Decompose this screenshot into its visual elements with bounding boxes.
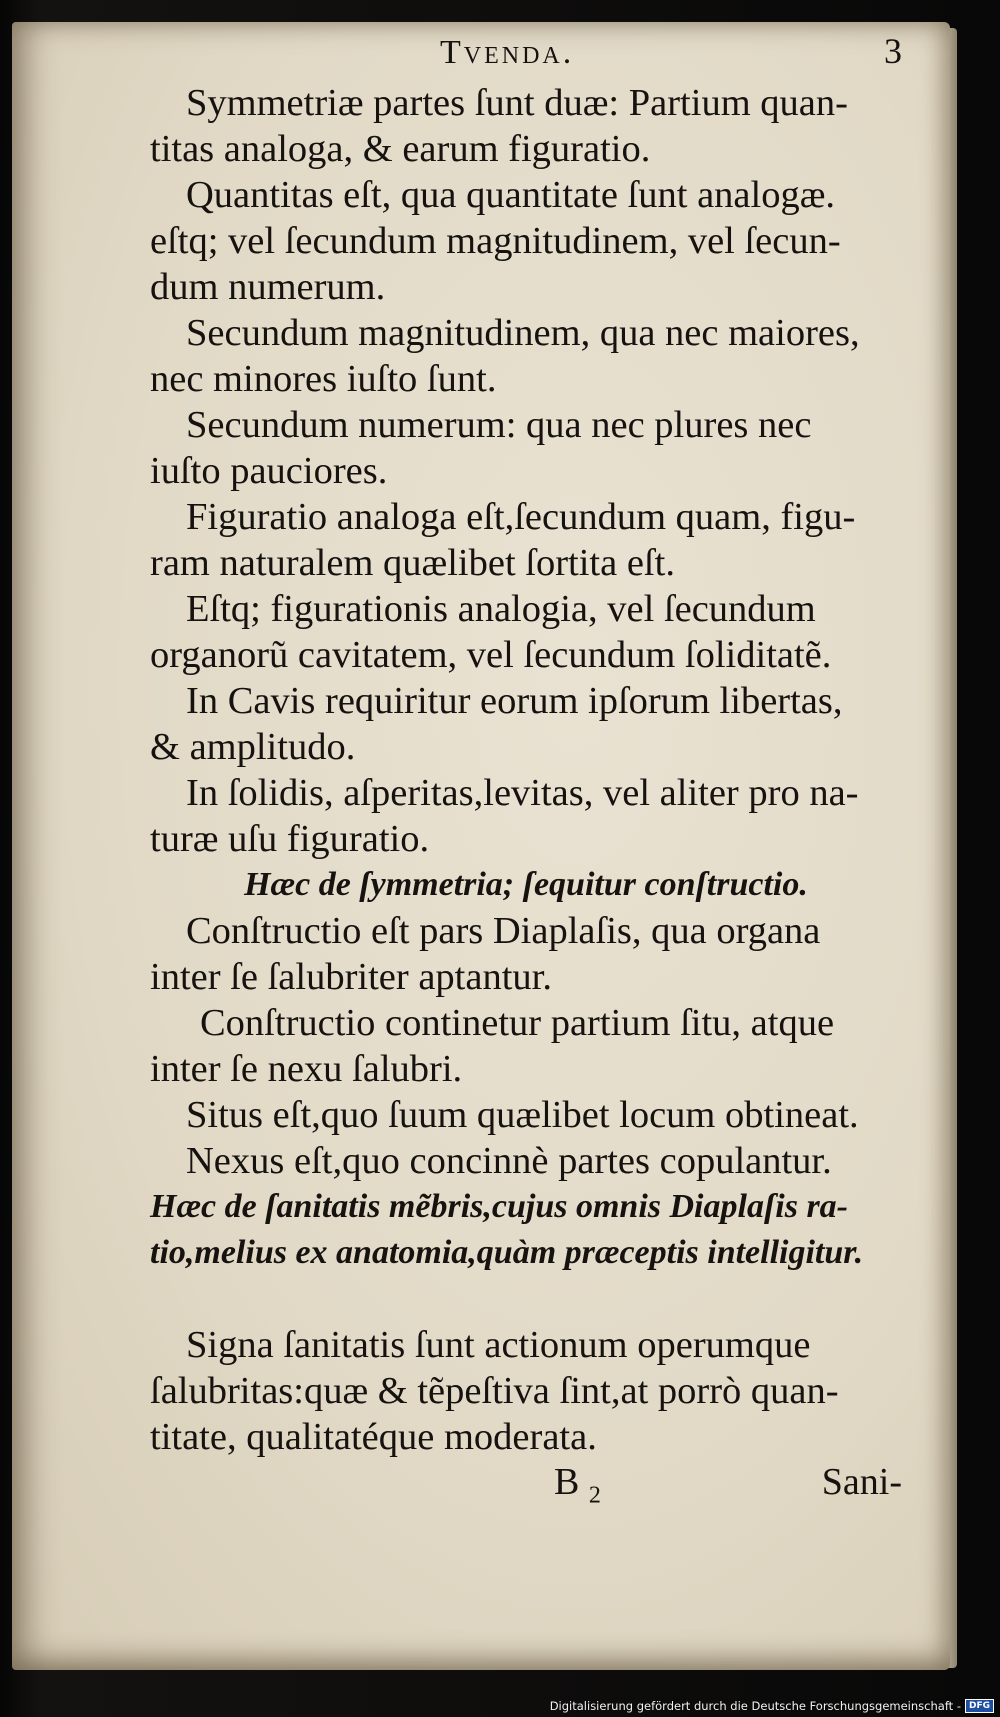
page-number: 3 bbox=[884, 31, 902, 71]
signature-number: 2 bbox=[588, 1482, 601, 1509]
catchword: Sani- bbox=[821, 1461, 902, 1503]
text-line: organorũ cavitatem, vel ſecundum ſoliditatẽ. bbox=[150, 634, 832, 676]
section-note: Hæc de ſanitatis mẽbris,cujus omnis Diaplaſis ra- bbox=[150, 1188, 848, 1225]
text-line: Secundum numerum: qua nec plures nec bbox=[186, 404, 812, 446]
text-line: In ſolidis, aſperitas,levitas, vel aliter pro na- bbox=[186, 772, 859, 814]
text-line: dum numerum. bbox=[150, 266, 386, 308]
dfg-logo: DFG bbox=[965, 1699, 994, 1713]
credit-text: Digitalisierung gefördert durch die Deutsche Forschungsgemeinschaft - bbox=[549, 1699, 961, 1713]
text-line: Signa ſanitatis ſunt actionum operumque bbox=[186, 1324, 811, 1366]
text-line: Conſtructio eſt pars Diaplaſis, qua organa bbox=[186, 910, 821, 952]
text-line: nec minores iuſto ſunt. bbox=[150, 358, 497, 400]
text-line: Quantitas eſt, qua quantitate ſunt analogæ. bbox=[186, 174, 835, 216]
text-line: Symmetriæ partes ſunt duæ: Partium quan- bbox=[186, 82, 848, 124]
text-line: Figuratio analoga eſt,ſecundum quam, figu- bbox=[186, 496, 856, 538]
page-text-block bbox=[150, 30, 902, 1510]
text-line: Situs eſt,quo ſuum quælibet locum obtineat. bbox=[186, 1094, 859, 1136]
text-line: Eſtq; figurationis analogia, vel ſecundum bbox=[186, 588, 816, 630]
text-line: titas analoga, & earum figuratio. bbox=[150, 128, 651, 170]
text-line: & amplitudo. bbox=[150, 726, 356, 768]
section-note: tio,melius ex anatomia,quàm præceptis intelligitur. bbox=[150, 1234, 864, 1271]
text-line: inter ſe nexu ſalubri. bbox=[150, 1048, 463, 1090]
text-line: inter ſe ſalubriter aptantur. bbox=[150, 956, 552, 998]
signature-mark bbox=[554, 1460, 601, 1510]
text-line: Nexus eſt,quo concinnè partes copulantur. bbox=[186, 1140, 832, 1182]
text-line: Conſtructio continetur partium ſitu, atque bbox=[200, 1002, 835, 1044]
running-head-title: Tvenda. bbox=[440, 34, 575, 71]
text-line: ſalubritas:quæ & tẽpeſtiva ſint,at porrò quan- bbox=[150, 1370, 839, 1412]
text-line: Secundum magnitudinem, qua nec maiores, bbox=[186, 312, 860, 354]
text-line: turæ uſu figuratio. bbox=[150, 818, 430, 860]
text-line: titate, qualitatéque moderata. bbox=[150, 1416, 597, 1458]
running-head bbox=[440, 30, 902, 80]
paragraph-gap bbox=[150, 1276, 902, 1322]
signature-letter: B bbox=[554, 1461, 580, 1503]
text-line: In Cavis requiritur eorum ipſorum libertas, bbox=[186, 680, 843, 722]
text-line: ram naturalem quælibet ſortita eſt. bbox=[150, 542, 675, 584]
digitization-credit bbox=[550, 1699, 994, 1713]
text-line: eſtq; vel ſecundum magnitudinem, vel ſecun- bbox=[150, 220, 841, 262]
page-footer bbox=[150, 1460, 902, 1510]
text-line: iuſto pauciores. bbox=[150, 450, 388, 492]
section-note: Hæc de ſymmetria; ſequitur conſtructio. bbox=[244, 866, 808, 903]
